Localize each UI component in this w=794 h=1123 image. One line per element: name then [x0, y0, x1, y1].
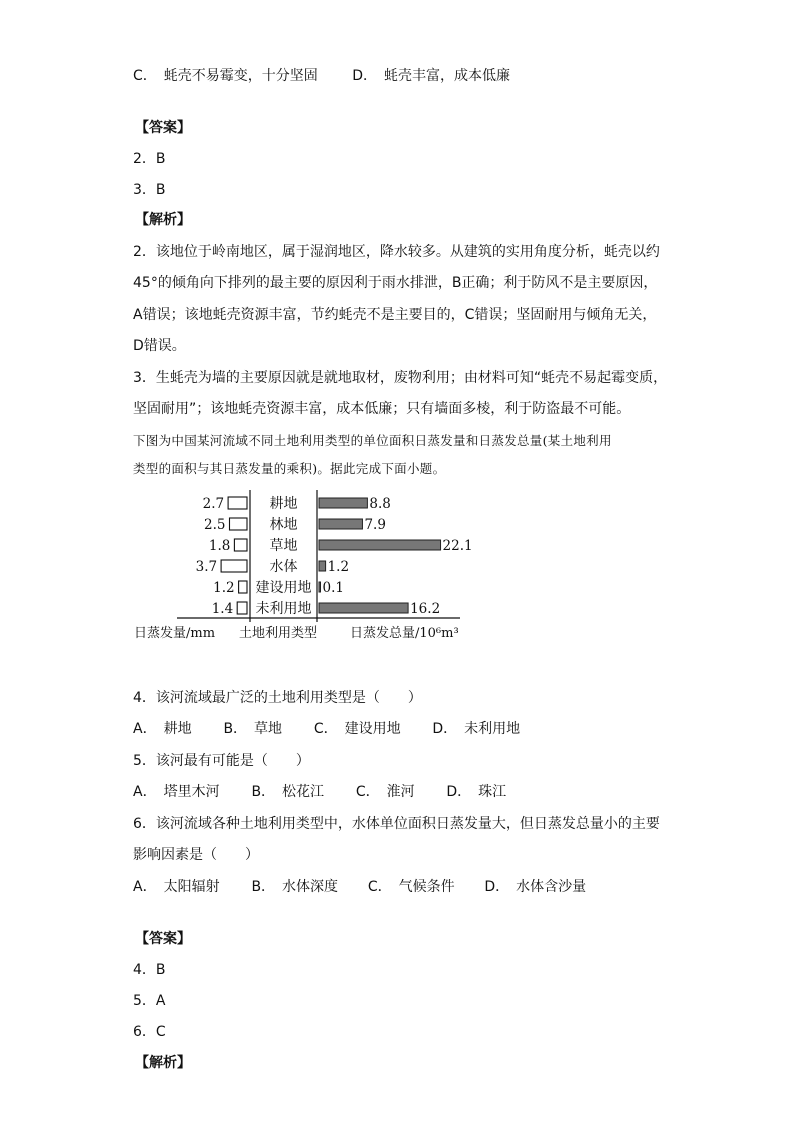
intro-line-2: 类型的面积与其日蒸发量的乘积)。据此完成下面小题。 [133, 461, 446, 476]
x-axis-label-left: 日蒸发量/mm [134, 626, 216, 640]
answer-4: 4．B [133, 962, 166, 978]
answer-heading-2: 【答案】 [135, 931, 191, 947]
category-label: 草地 [269, 538, 298, 554]
bar-daily-evaporation [228, 497, 247, 509]
answer-heading: 【答案】 [135, 120, 191, 136]
category-label: 水体 [269, 559, 298, 575]
value-label-right: 8.8 [369, 496, 391, 512]
analysis-heading: 【解析】 [135, 212, 191, 228]
bar-total-evaporation [319, 561, 326, 571]
category-label: 未利用地 [255, 601, 312, 617]
q4-option-b: B． 草地 [223, 721, 283, 737]
q4-option-c: C． 建设用地 [313, 721, 401, 737]
answer-3: 3．B [133, 182, 166, 198]
value-label-left: 3.7 [195, 559, 218, 575]
x-axis-label-center: 土地利用类型 [239, 626, 318, 640]
question-5: 5．该河最有可能是（ ） [133, 753, 310, 769]
analysis-3-line-2: 坚固耐用”；该地蚝壳资源丰富，成本低廉；只有墙面多棱，利于防盗最不可能。 [133, 401, 631, 417]
bar-total-evaporation [319, 582, 321, 592]
analysis-2-line-1: 2．该地位于岭南地区，属于湿润地区，降水较多。从建筑的实用角度分析，蚝壳以约 [133, 244, 660, 260]
q5-option-a: A． 塔里木河 [133, 784, 220, 800]
question-5-options [133, 782, 506, 802]
value-label-right: 0.1 [322, 580, 344, 596]
option-d: D． 蚝壳丰富，成本低廉 [352, 68, 511, 84]
x-axis-label-right: 日蒸发总量/10⁶m³ [350, 626, 459, 640]
category-label: 耕地 [269, 496, 298, 512]
analysis-2-line-2: 45°的倾角向下排列的最主要的原因利于雨水排泄，B正确；利于防风不是主要原因， [133, 275, 658, 291]
value-label-left: 1.2 [213, 580, 235, 596]
question-6-options [133, 877, 586, 897]
analysis-3-line-1: 3．生蚝壳为墙的主要原因就是就地取材，废物利用；由材料可知“蚝壳不易起霉变质， [133, 370, 668, 386]
question-6-line-2: 影响因素是（ ） [133, 847, 259, 863]
bar-daily-evaporation [230, 518, 248, 530]
answer-2: 2．B [133, 151, 166, 167]
bar-daily-evaporation [239, 581, 247, 593]
option-c: C． 蚝壳不易霉变，十分坚固 [133, 68, 318, 84]
bar-total-evaporation [319, 540, 441, 550]
answer-5: 5．A [133, 993, 166, 1009]
category-label: 建设用地 [255, 580, 312, 596]
q4-option-a: A． 耕地 [133, 721, 192, 737]
question-4: 4．该河流域最广泛的土地利用类型是（ ） [133, 690, 422, 706]
question-6-line-1: 6．该河流域各种土地利用类型中，水体单位面积日蒸发量大，但日蒸发总量小的主要 [133, 816, 660, 832]
value-label-left: 1.8 [208, 538, 231, 554]
value-label-right: 22.1 [442, 538, 473, 554]
question-4-options [133, 719, 520, 739]
q6-option-d: D． 水体含沙量 [484, 879, 587, 895]
question-3-options [133, 66, 510, 86]
analysis-heading-2: 【解析】 [135, 1055, 191, 1071]
value-label-left: 2.5 [204, 517, 226, 533]
q4-option-d: D． 未利用地 [432, 721, 521, 737]
bar-daily-evaporation [237, 602, 247, 614]
bar-total-evaporation [319, 519, 362, 529]
answer-6: 6．C [133, 1024, 166, 1040]
q6-option-a: A． 太阳辐射 [133, 879, 220, 895]
intro-line-1: 下图为中国某河流域不同土地利用类型的单位面积日蒸发量和日蒸发总量(某土地利用 [133, 433, 612, 448]
bar-total-evaporation [319, 603, 408, 613]
analysis-2-line-4: D错误。 [133, 338, 186, 354]
analysis-2-line-3: A错误；该地蚝壳资源丰富，节约蚝壳不是主要目的，C错误；坚固耐用与倾角无关， [133, 307, 657, 323]
bar-daily-evaporation [221, 560, 247, 572]
bar-total-evaporation [319, 498, 367, 508]
q5-option-d: D． 珠江 [446, 784, 507, 800]
q6-option-b: B． 水体深度 [251, 879, 339, 895]
value-label-right: 16.2 [410, 601, 441, 617]
evaporation-chart [130, 490, 480, 640]
q6-option-c: C． 气候条件 [367, 879, 455, 895]
value-label-left: 2.7 [202, 496, 225, 512]
category-label: 林地 [269, 517, 298, 533]
bar-daily-evaporation [234, 539, 247, 551]
value-label-right: 1.2 [327, 559, 350, 575]
q5-option-b: B． 松花江 [251, 784, 325, 800]
value-label-left: 1.4 [211, 601, 234, 617]
value-label-right: 7.9 [364, 517, 386, 533]
q5-option-c: C． 淮河 [355, 784, 415, 800]
